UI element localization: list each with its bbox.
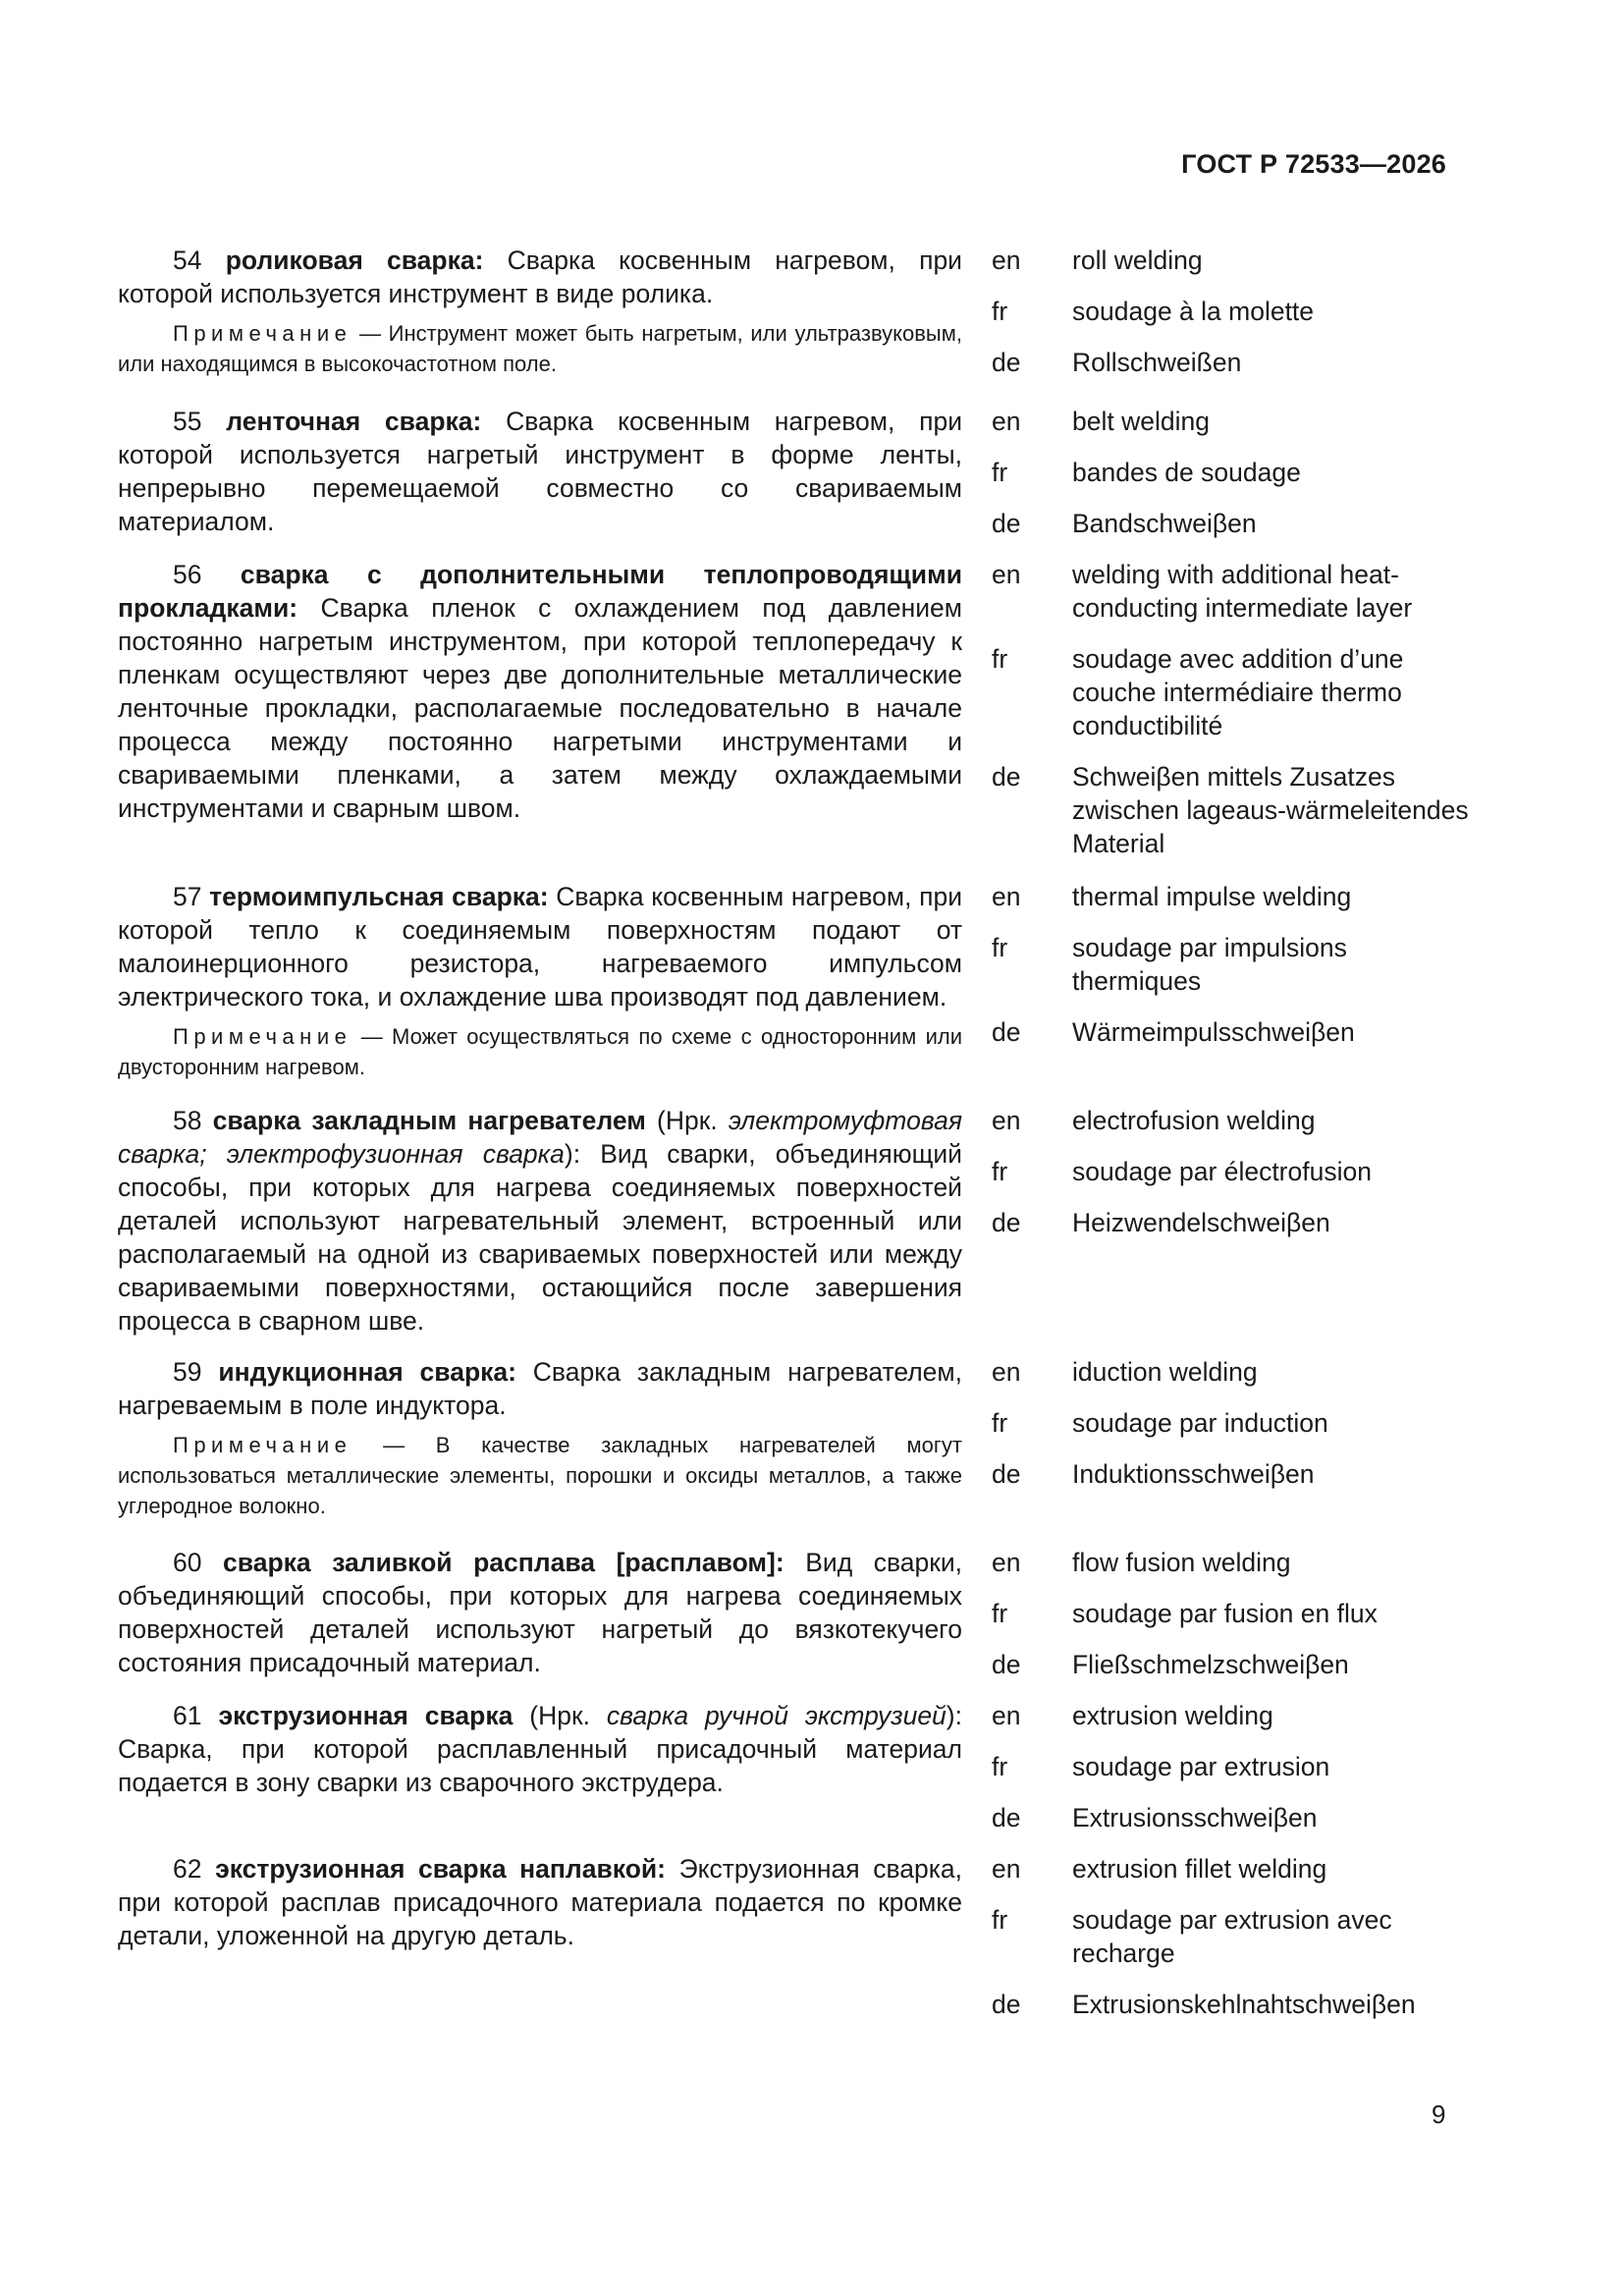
term-name: индукционная сварка:	[218, 1357, 516, 1387]
equivalent-en: extrusion welding	[1072, 1701, 1273, 1730]
equivalent-fr: soudage par extrusion avec recharge	[1072, 1905, 1392, 1968]
definition-text: Сварка косвенным нагревом, при которой используется инструмент в виде ролика.	[118, 246, 962, 308]
equivalent-en: iduction welding	[1072, 1357, 1258, 1387]
note-label: Примечание	[173, 1433, 352, 1457]
definition-text: : Сварка, при которой расплавленный присадочный материал подается в зону сварки из сварочного экструдера.	[118, 1701, 962, 1797]
equivalent-fr: soudage par électrofusion	[1072, 1157, 1372, 1186]
definition-text: : Вид сварки, объединяющий способы, при которых для нагрева соединяемых поверхностей деталей используют нагревательный элемент, встроенный или располагаемый на одной из свариваемых поверхностей или между свариваемыми поверхностями, остающийся после завершения процесса в сварном шве.	[118, 1139, 962, 1336]
equivalent-de: Bandschweiβen	[1072, 509, 1257, 538]
definition-text: Сварка косвенным нагревом, при которой тепло к соединяемым поверхностям подают от малоинерционного резистора, нагреваемого импульсом электрического тока, и охлаждение шва производят под давлением.	[118, 882, 962, 1011]
equivalent-fr: soudage par induction	[1072, 1408, 1328, 1438]
term-number: 62	[173, 1854, 202, 1884]
term-definition	[118, 1104, 962, 1338]
equivalent-en: belt welding	[1072, 407, 1210, 436]
term-number: 59	[173, 1357, 202, 1387]
equivalent-de: Extrusionskehlnahtschweiβen	[1072, 1990, 1416, 2019]
term-name: ленточная сварка:	[226, 407, 482, 436]
note-label: Примечание	[173, 1024, 352, 1049]
note-text: — В качестве закладных нагревателей могут использоваться металлические элементы, порошки и оксиды металлов, а также углеродное волокно.	[118, 1433, 962, 1518]
term-name: роликовая сварка:	[225, 246, 484, 275]
equivalent-en: electrofusion welding	[1072, 1106, 1316, 1135]
equivalent-en: thermal impulse welding	[1072, 882, 1352, 911]
equivalent-fr: soudage par fusion en flux	[1072, 1599, 1378, 1628]
term-name: экструзионная сварка	[218, 1701, 514, 1730]
term-name: сварка заливкой расплава [расплавом]:	[223, 1548, 784, 1577]
term-definition	[118, 1699, 962, 1799]
term-definition	[118, 880, 962, 1082]
equivalent-de: Extrusionsschweiβen	[1072, 1803, 1318, 1832]
equivalent-fr: soudage avec addition d’une couche intermédiaire thermo conductibilité	[1072, 644, 1404, 740]
deprecated-prefix: (Нрк.	[645, 1106, 729, 1135]
term-definition	[118, 244, 962, 379]
term-number: 60	[173, 1548, 202, 1577]
deprecated-prefix: (Нрк.	[513, 1701, 607, 1730]
term-number: 56	[173, 560, 202, 589]
equivalent-fr: soudage par extrusion	[1072, 1752, 1330, 1781]
term-definition	[118, 558, 962, 825]
definition-text: Экструзионная сварка, при которой расплав присадочного материала подается по кромке детали, уложенной на другую деталь.	[118, 1854, 962, 1950]
term-definition	[118, 1355, 962, 1521]
equivalent-de: Rollschweißen	[1072, 348, 1242, 377]
term-number: 55	[173, 407, 202, 436]
equivalent-de: Wärmeimpulsschweiβen	[1072, 1017, 1355, 1047]
equivalent-fr: bandes de soudage	[1072, 458, 1301, 487]
equivalent-de: Fließschmelzschweiβen	[1072, 1650, 1349, 1679]
deprecated-suffix: )	[564, 1139, 573, 1169]
definition-text: Сварка косвенным нагревом, при которой используется нагретый инструмент в форме ленты, непрерывно перемещаемой совместно со свариваемым материалом.	[118, 407, 962, 536]
deprecated-suffix: )	[946, 1701, 955, 1730]
equivalent-en: flow fusion welding	[1072, 1548, 1291, 1577]
term-definition	[118, 1852, 962, 1952]
note-label: Примечание	[173, 321, 352, 346]
equivalent-fr: soudage par impulsions thermiques	[1072, 933, 1347, 996]
equivalent-de: Induktionsschweiβen	[1072, 1459, 1315, 1489]
term-name: термоимпульсная сварка:	[209, 882, 549, 911]
equivalent-fr: soudage à la molette	[1072, 297, 1315, 326]
equivalent-en: roll welding	[1072, 246, 1203, 275]
definition-text: Сварка пленок с охлаждением под давлением постоянно нагретым инструментом, при которой теплопередачу к пленкам осуществляют через две дополнительные металлические ленточные прокладки, располагаемые последовательно в начале процесса между постоянно нагретыми инструментами и свариваемыми пленками, а затем между охлаждаемыми инструментами и сварным швом.	[118, 593, 962, 823]
document-code: ГОСТ Р 72533—2026	[1181, 149, 1446, 179]
note-text: — Может осуществляться по схеме с односторонним или двусторонним нагревом.	[118, 1024, 962, 1079]
equivalent-de: Heizwendelschweiβen	[1072, 1208, 1330, 1237]
equivalent-en: extrusion fillet welding	[1072, 1854, 1327, 1884]
term-number: 61	[173, 1701, 202, 1730]
equivalent-de: Schweiβen mittels Zusatzes zwischen lageaus-wärmeleitendes Material	[1072, 762, 1469, 858]
deprecated-term: сварка ручной экструзией	[606, 1701, 947, 1730]
term-number: 54	[173, 246, 202, 275]
term-number: 57	[173, 882, 202, 911]
definition-text: Вид сварки, объединяющий способы, при которых для нагрева соединяемых поверхностей деталей используют нагретый до вязкотекучего состояния присадочный материал.	[118, 1548, 962, 1677]
term-name: сварка закладным нагревателем	[212, 1106, 646, 1135]
term-number: 58	[173, 1106, 202, 1135]
definition-text: Сварка закладным нагревателем, нагреваемым в поле индуктора.	[118, 1357, 963, 1420]
term-definition	[118, 1546, 962, 1679]
term-name: экструзионная сварка наплавкой:	[215, 1854, 666, 1884]
term-name: сварка с дополнительными теплопроводящими прокладками:	[118, 560, 962, 623]
equivalent-en: welding with additional heat-conducting intermediate layer	[1072, 560, 1413, 623]
term-definition	[118, 405, 962, 538]
page-number: 9	[1432, 2100, 1446, 2129]
note-text: — Инструмент может быть нагретым, или ультразвуковым, или находящимся в высокочастотном поле.	[118, 321, 962, 376]
deprecated-term: электромуфтовая сварка; электрофузионная сварка	[118, 1106, 962, 1169]
